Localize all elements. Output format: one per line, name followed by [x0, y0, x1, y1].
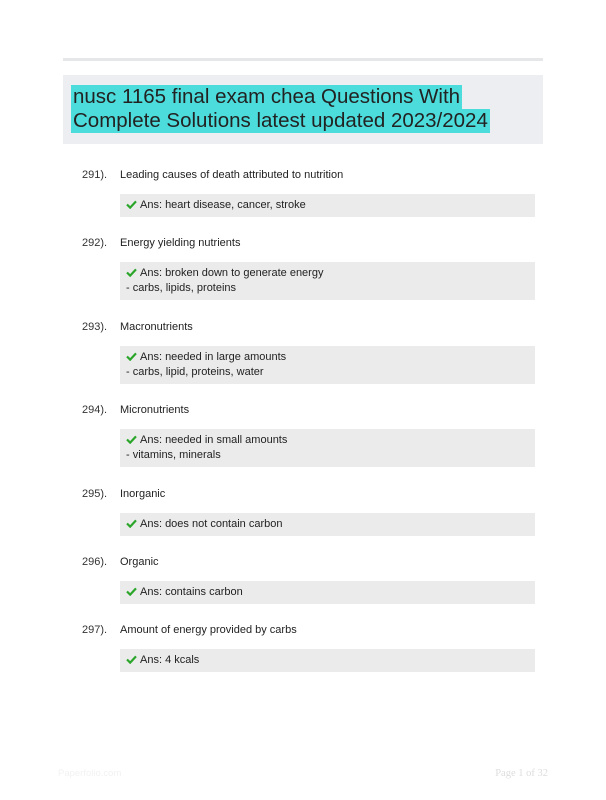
answer-text: Ans: needed in large amounts: [140, 351, 287, 363]
question-text: Amount of energy provided by carbs: [120, 624, 297, 636]
answer-text: Ans: heart disease, cancer, stroke: [140, 199, 306, 211]
answer-box: [120, 581, 535, 604]
answer-box: [120, 194, 535, 217]
answer-detail: - carbs, lipids, proteins: [126, 282, 237, 294]
question-number: 295).: [82, 488, 108, 500]
question-number: 297).: [82, 624, 108, 636]
question-number: 294).: [82, 404, 108, 416]
checkmark-icon: [126, 352, 137, 361]
checkmark-icon: [126, 435, 137, 444]
question-text: Energy yielding nutrients: [120, 237, 241, 249]
answer-box: [120, 513, 535, 536]
question-text: Macronutrients: [120, 321, 193, 333]
answer-box: [120, 649, 535, 672]
answer-box: [120, 262, 535, 300]
page-number: Page 1 of 32: [495, 768, 548, 779]
document-title: [63, 75, 543, 144]
checkmark-icon: [126, 268, 137, 277]
question-number: 292).: [82, 237, 108, 249]
question-number: 291).: [82, 169, 108, 181]
answer-text: Ans: 4 kcals: [140, 654, 200, 666]
question-text: Organic: [120, 556, 159, 568]
answer-box: [120, 346, 535, 384]
answer-text: Ans: does not contain carbon: [140, 518, 283, 530]
answer-text: Ans: needed in small amounts: [140, 434, 288, 446]
footer-watermark: Paperfolio.com: [58, 768, 122, 779]
checkmark-icon: [126, 655, 137, 664]
question-text: Leading causes of death attributed to nutrition: [120, 169, 344, 181]
answer-detail: - carbs, lipid, proteins, water: [126, 366, 264, 378]
question-text: Micronutrients: [120, 404, 190, 416]
question-number: 293).: [82, 321, 108, 333]
answer-text: Ans: broken down to generate energy: [140, 267, 324, 279]
question-number: 296).: [82, 556, 108, 568]
checkmark-icon: [126, 200, 137, 209]
title-line-1: nusc 1165 final exam chea Questions With: [73, 85, 461, 108]
top-divider: [63, 58, 543, 61]
answer-text: Ans: contains carbon: [140, 586, 243, 598]
checkmark-icon: [126, 587, 137, 596]
title-line-2: Complete Solutions latest updated 2023/2024: [73, 109, 488, 132]
checkmark-icon: [126, 519, 137, 528]
question-text: Inorganic: [120, 488, 166, 500]
answer-box: [120, 429, 535, 467]
answer-detail: - vitamins, minerals: [126, 449, 221, 461]
